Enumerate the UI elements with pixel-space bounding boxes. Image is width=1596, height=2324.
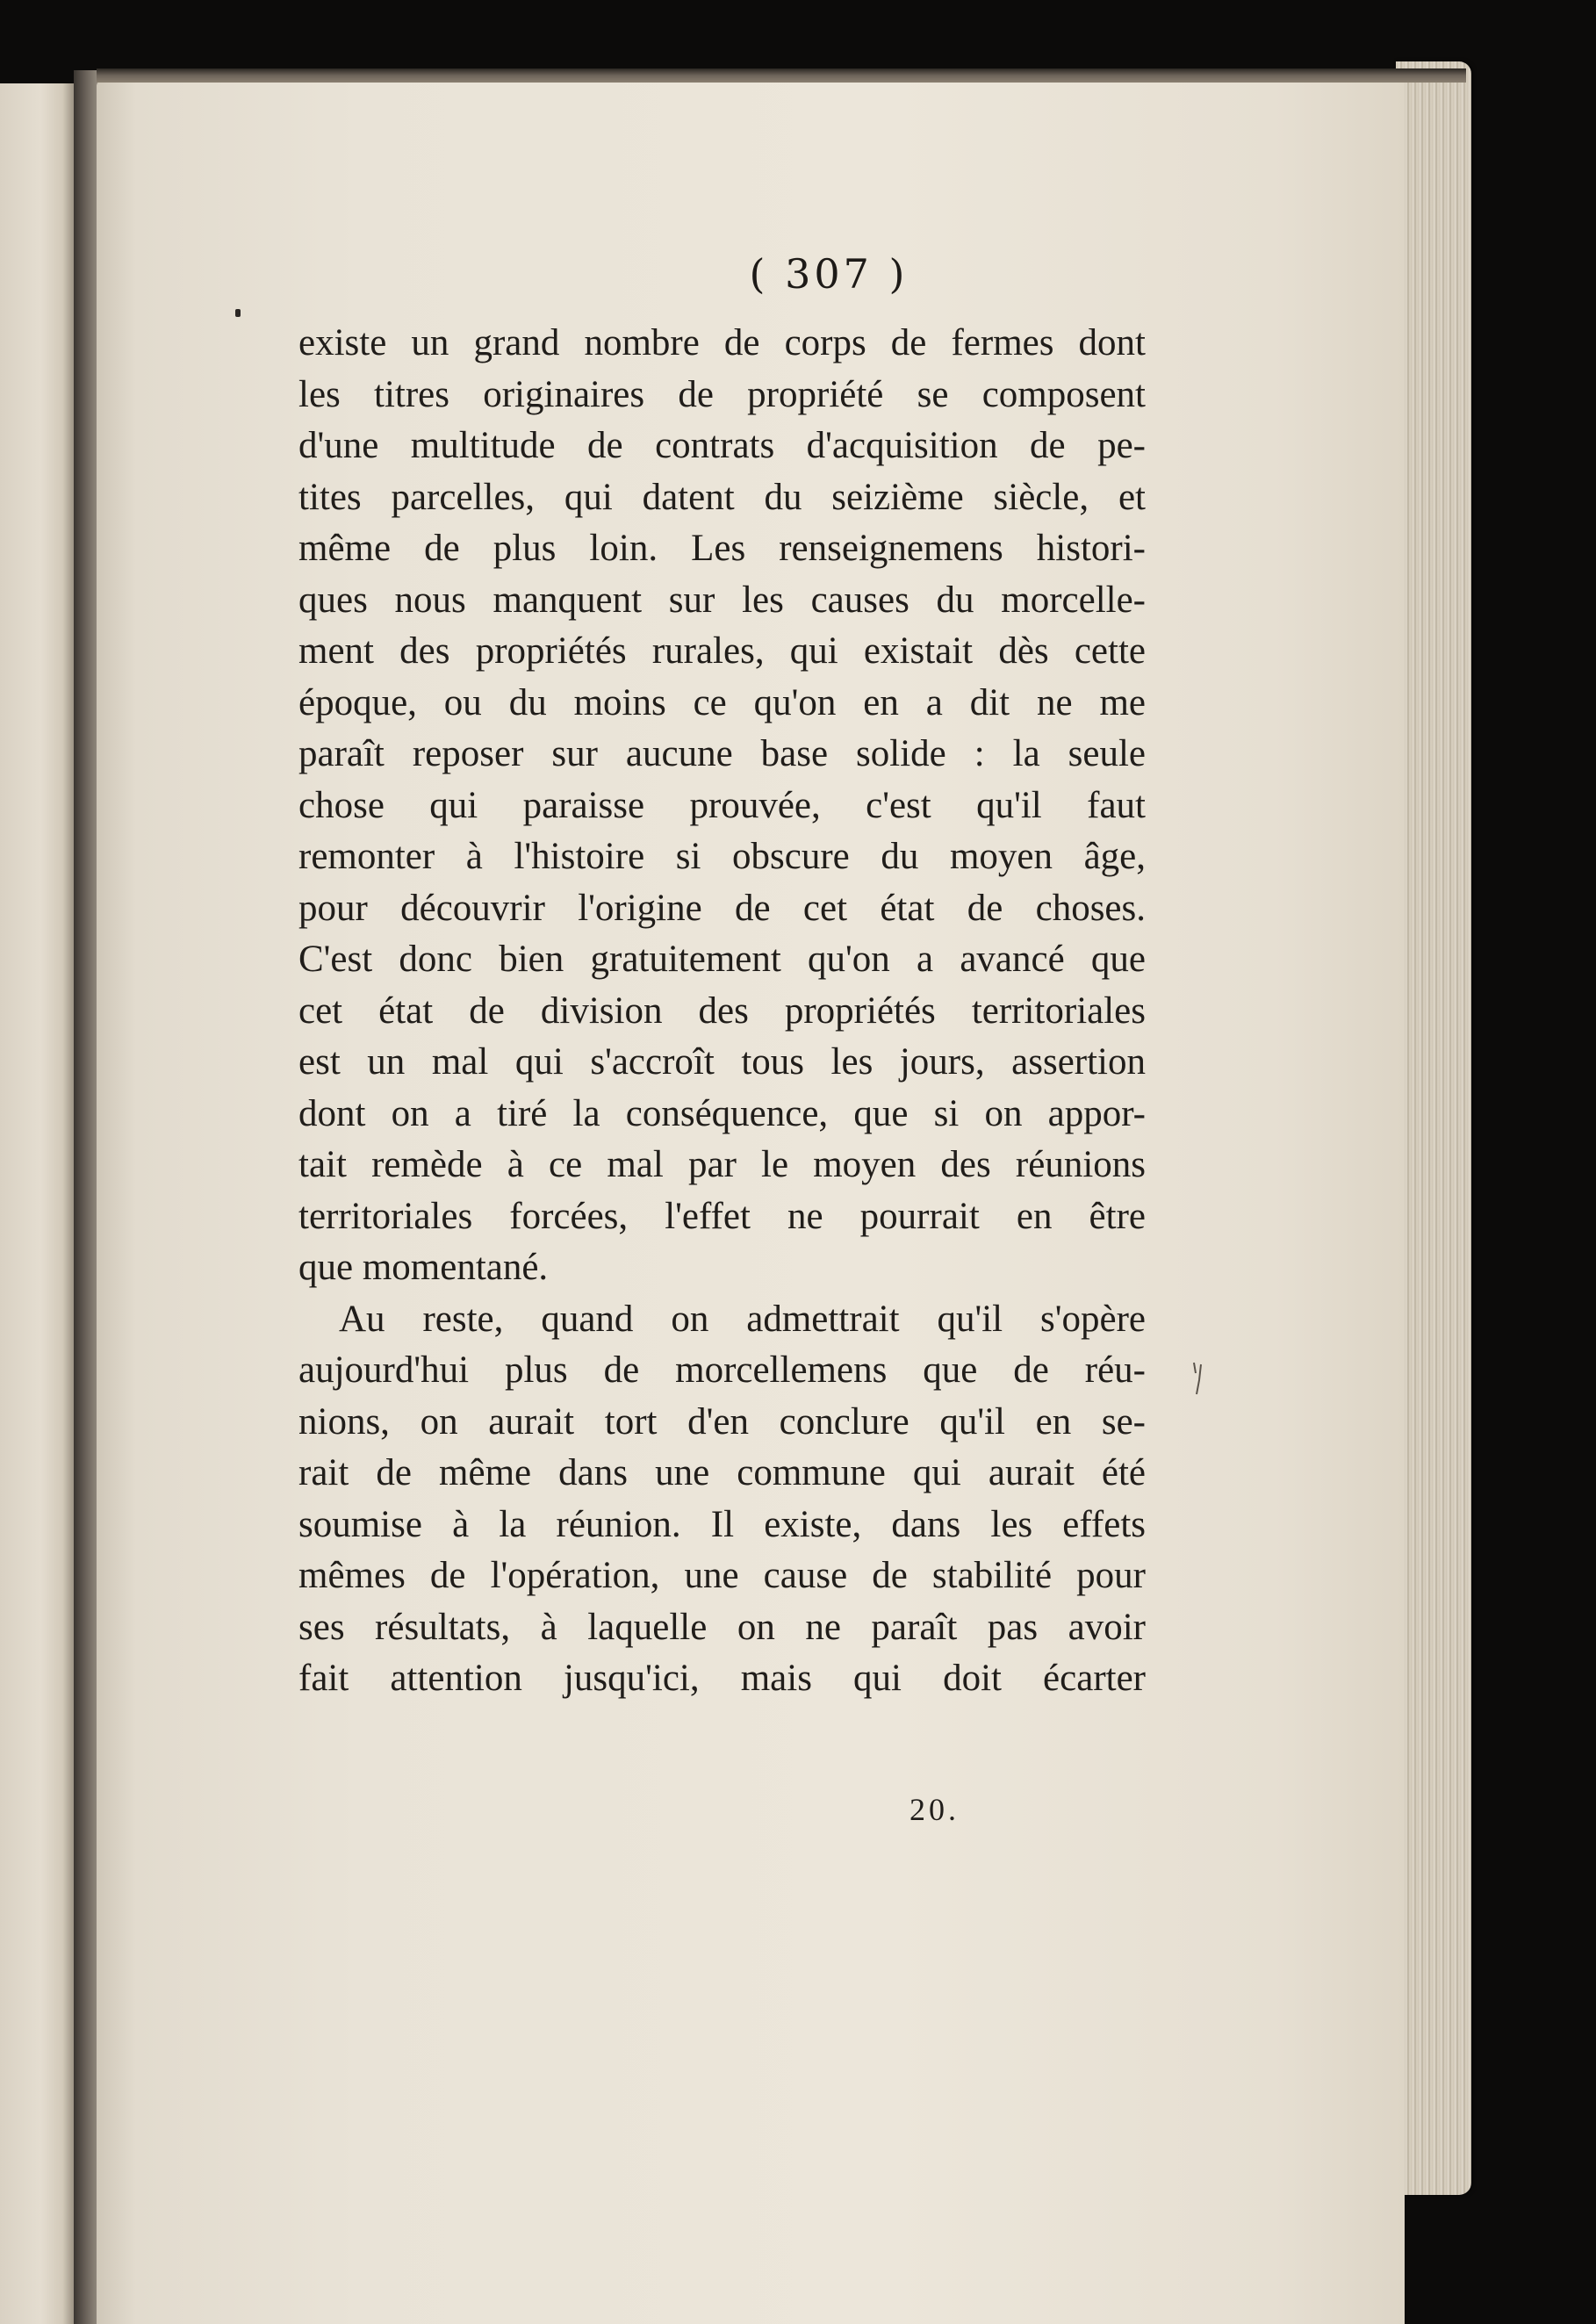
page-stack-edges (1396, 61, 1471, 2195)
text-line: rait de même dans une commune qui aurait été (298, 1452, 1146, 1493)
text-line: les titres originaires de propriété se composent (298, 373, 1146, 415)
text-line: soumise à la réunion. Il existe, dans les effets (298, 1503, 1146, 1545)
left-facing-page-edge (0, 83, 74, 2324)
text-line: ment des propriétés rurales, qui existait dès cette (298, 630, 1146, 672)
text-line: C'est donc bien gratuitement qu'on a avancé que (298, 939, 1146, 980)
top-binding-edge (97, 68, 1466, 83)
margin-pencil-mark (1190, 1361, 1206, 1396)
text-line: tait remède à ce mal par le moyen des réunions (298, 1144, 1146, 1185)
text-line: mêmes de l'opération, une cause de stabilité pour (298, 1555, 1146, 1596)
text-line: remonter à l'histoire si obscure du moyen âge, (298, 836, 1146, 877)
paragraph-start-line: Au reste, quand on admettrait qu'il s'opère (339, 1298, 1146, 1340)
text-line: est un mal qui s'accroît tous les jours, assertion (298, 1041, 1146, 1083)
text-line: ses résultats, à laquelle on ne paraît pas avoir (298, 1606, 1146, 1648)
page-number-header: ( 307 ) (749, 250, 909, 298)
text-line: fait attention jusqu'ici, mais qui doit écarter (298, 1658, 1146, 1699)
text-line: chose qui paraisse prouvée, c'est qu'il faut (298, 784, 1146, 826)
text-line: aujourd'hui plus de morcellemens que de réu- (298, 1349, 1146, 1391)
text-line: époque, ou du moins ce qu'on en a dit ne me (298, 681, 1146, 723)
text-line: pour découvrir l'origine de cet état de choses. (298, 887, 1146, 929)
text-line: tites parcelles, qui datent du seizième siècle, et (298, 476, 1146, 518)
text-line: dont on a tiré la conséquence, que si on appor- (298, 1092, 1146, 1134)
text-line: territoriales forcées, l'effet ne pourrait en être (298, 1195, 1146, 1237)
text-line: même de plus loin. Les renseignemens histori- (298, 528, 1146, 569)
text-line: existe un grand nombre de corps de fermes dont (298, 322, 1146, 363)
text-line: cet état de division des propriétés territoriales (298, 989, 1146, 1032)
text-line: ques nous manquent sur les causes du morcelle- (298, 579, 1146, 621)
margin-tick-mark (235, 309, 241, 317)
signature-mark: 20. (909, 1792, 960, 1827)
text-line: nions, on aurait tort d'en conclure qu'il en se- (298, 1400, 1146, 1443)
body-text (298, 318, 1146, 1705)
text-line: paraît reposer sur aucune base solide : la seule (298, 733, 1146, 774)
text-line: d'une multitude de contrats d'acquisition de pe- (298, 425, 1146, 466)
paragraph-end-line: que momentané. (298, 1247, 549, 1288)
